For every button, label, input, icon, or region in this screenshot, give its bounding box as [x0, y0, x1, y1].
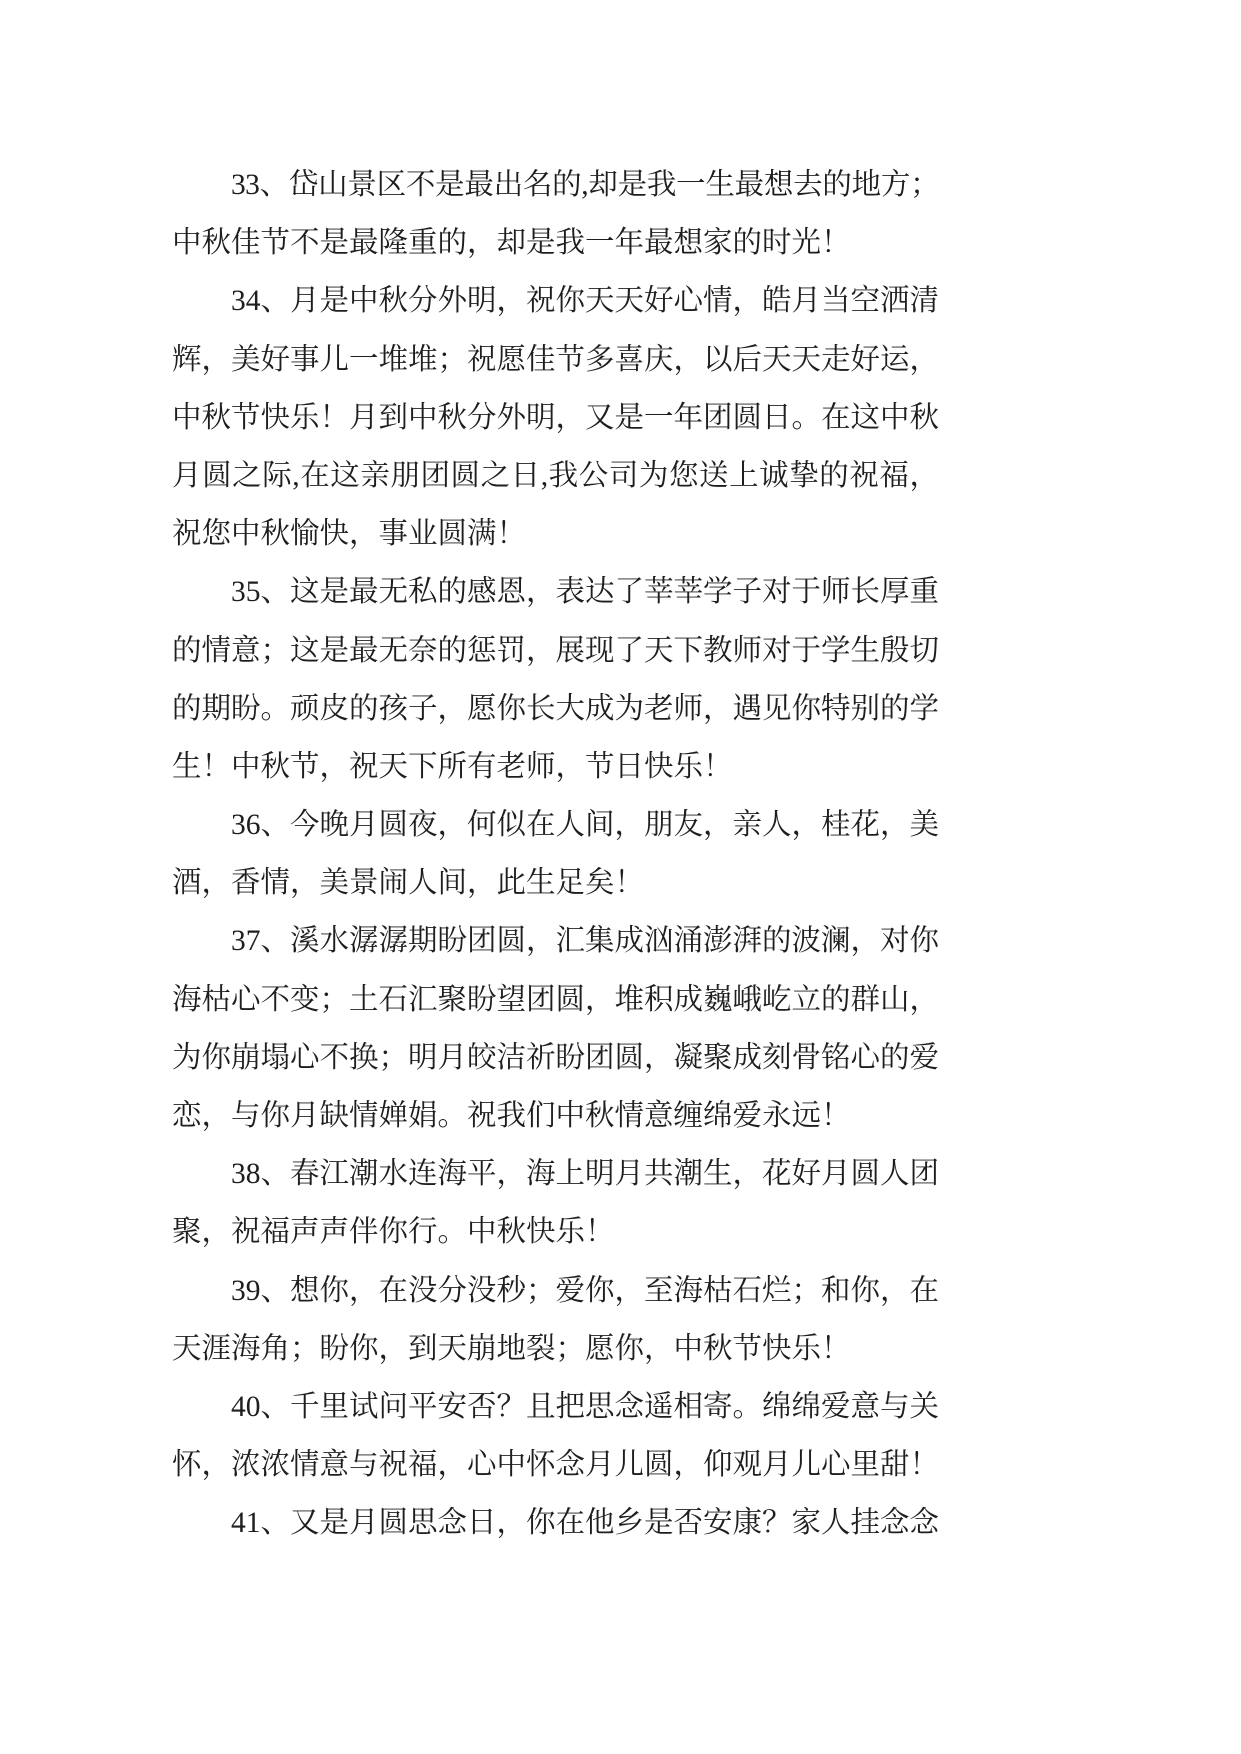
text-line: 35、这是最无私的感恩，表达了莘莘学子对于师长厚重 [231, 576, 940, 609]
text-line: 33、岱山景区不是最出名的,却是我一生最想去的地方； [231, 169, 939, 201]
text-line: 海枯心不变；土石汇聚盼望团圆，堆积成巍峨屹立的群山， [172, 983, 940, 1016]
text-line: 36、今晚月圆夜，何似在人间，朋友，亲人，桂花，美 [231, 809, 940, 842]
text-line: 月圆之际,在这亲朋团圆之日,我公司为您送上诚挚的祝福， [172, 459, 939, 492]
paragraph-36 [172, 796, 939, 912]
text-line: 为你崩塌心不换；明月皎洁祈盼团圆，凝聚成刻骨铭心的爱 [172, 1041, 940, 1074]
text-line: 天涯海角；盼你，到天崩地裂；愿你，中秋节快乐！ [172, 1332, 851, 1365]
text-line: 39、想你，在没分没秒；爱你，至海枯石烂；和你，在 [231, 1274, 940, 1307]
text-line: 聚，祝福声声伴你行。中秋快乐！ [172, 1216, 615, 1249]
text-line: 38、春江潮水连海平，海上明月共潮生，花好月圆人团 [231, 1158, 940, 1191]
paragraph-37 [172, 912, 939, 1145]
paragraph-41 [172, 1494, 939, 1552]
text-line: 37、溪水潺潺期盼团圆，汇集成汹涌澎湃的波澜，对你 [231, 925, 940, 958]
text-line: 的情意；这是最无奈的惩罚，展现了天下教师对于学生殷切 [172, 634, 940, 667]
text-line: 恋，与你月缺情婵娟。祝我们中秋情意缠绵爱永远！ [172, 1100, 851, 1132]
text-line: 酒，香情，美景闹人间，此生足矣！ [172, 867, 645, 900]
text-line: 34、月是中秋分外明，祝你天天好心情，皓月当空洒清 [231, 285, 940, 318]
text-line: 祝您中秋愉快，事业圆满！ [172, 518, 527, 551]
text-line: 生！中秋节，祝天下所有老师，节日快乐！ [172, 750, 733, 783]
paragraph-34 [172, 272, 939, 563]
text-line: 中秋节快乐！月到中秋分外明，又是一年团圆日。在这中秋 [172, 401, 940, 434]
paragraph-33 [172, 156, 939, 272]
paragraph-40 [172, 1378, 939, 1494]
paragraph-38 [172, 1145, 939, 1261]
text-line: 40、千里试问平安否？且把思念遥相寄。绵绵爱意与关 [231, 1390, 940, 1423]
text-line: 41、又是月圆思念日，你在他乡是否安康？家人挂念念 [231, 1507, 940, 1540]
paragraph-39 [172, 1262, 939, 1378]
text-line: 中秋佳节不是最隆重的，却是我一年最想家的时光！ [172, 227, 851, 260]
text-line: 的期盼。顽皮的孩子，愿你长大成为老师，遇见你特别的学 [172, 692, 940, 725]
text-line: 辉，美好事儿一堆堆；祝愿佳节多喜庆，以后天天走好运， [172, 343, 940, 376]
body-text [172, 156, 939, 1553]
text-line: 怀，浓浓情意与祝福，心中怀念月儿圆，仰观月儿心里甜！ [172, 1449, 940, 1482]
paragraph-35 [172, 563, 939, 796]
